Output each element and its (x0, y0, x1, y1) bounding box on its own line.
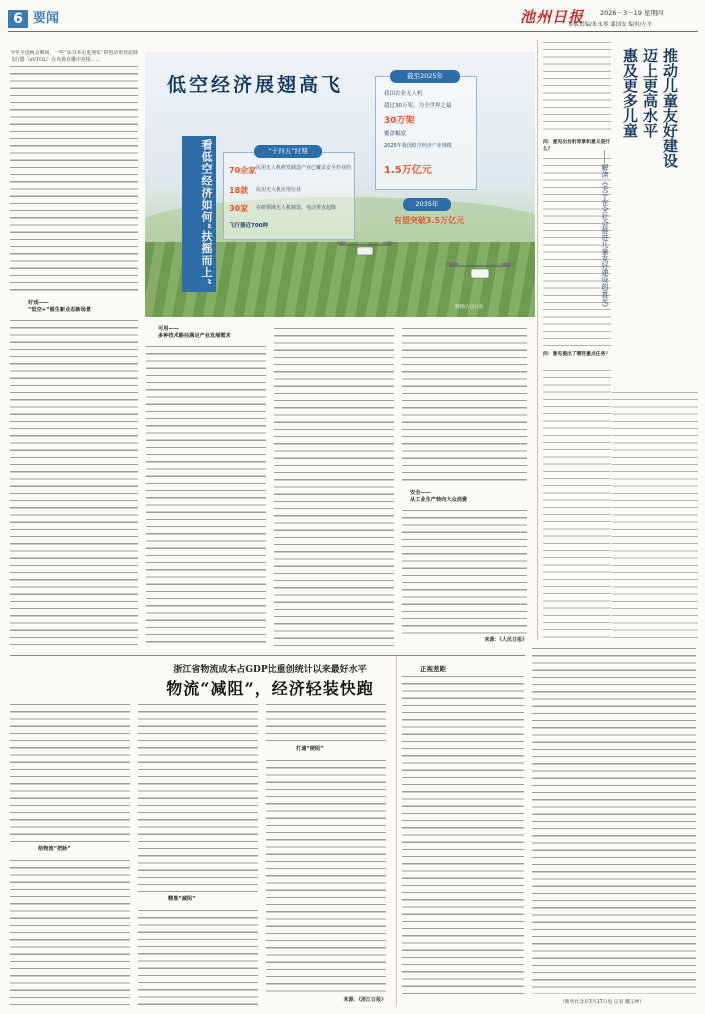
logistics-body-3 (138, 702, 258, 892)
gap-article-byline: （新华社北京3月17日电 记者 魏玉坤） (560, 1000, 645, 1005)
plan-badge: “十四五”时期 (254, 145, 322, 158)
logistics-subhead-3: 打通“梗阻” (296, 746, 324, 752)
column-divider (537, 40, 538, 640)
header-rule (8, 31, 698, 32)
logistics-headline: 物流“减阻”，经济轻装快跑 (166, 679, 374, 698)
year-item-2: 超过30万架，为全世界之最 (384, 103, 452, 109)
logistics-col-3 (266, 702, 386, 1007)
main-article-body (10, 64, 138, 296)
page-header (0, 0, 705, 34)
plan-panel (223, 147, 355, 240)
year-value-scale: 1.5万亿元 (384, 165, 432, 176)
plan-item-3: 在研领域无人机制造、电动垂直起降 (256, 205, 337, 211)
logistics-kicker: 浙江省物流成本占GDP比重创统计以来最好水平 (173, 665, 367, 675)
year-badge: 截至2025年 (390, 70, 460, 83)
logistics-col-2 (138, 702, 258, 1007)
infographic (145, 52, 535, 317)
main-article-byline: 来源：《人民日报》 (484, 637, 527, 643)
section-name: 要闻 (33, 11, 60, 26)
gap-article-body-1 (402, 674, 524, 999)
plan-item-1: 民用无人机研发制造产业已覆盖安全作业的 (256, 165, 352, 171)
sidebar-body-a (543, 40, 611, 135)
main-subhead-3-title: 从工业生产转向大众消费 (410, 497, 468, 503)
main-subhead-1 (28, 300, 91, 314)
masthead-logo: 池州日报 (520, 8, 585, 26)
logistics-body-5 (266, 702, 386, 742)
year-panel (375, 72, 477, 190)
main-article-body-6 (402, 508, 527, 634)
target-text: 有望突破3.5万亿元 (393, 216, 465, 225)
year-value-30wan: 30万架 (384, 116, 415, 126)
main-subhead-2-label: 可用—— (158, 326, 179, 332)
logistics-subhead-2: 精准“减阻” (168, 896, 196, 902)
section-divider (10, 655, 525, 656)
plan-value-70: 70余家 (229, 166, 257, 175)
main-article-col-3 (274, 326, 394, 648)
sidebar-title-line-3: 惠及更多儿童 (621, 48, 639, 138)
sidebar-right-body (612, 390, 698, 640)
drone-graphic-1 (335, 237, 395, 267)
main-article-body-4 (274, 326, 394, 648)
main-subhead-1-label: 好戏—— (28, 300, 49, 306)
main-article-body-5 (402, 326, 527, 486)
plan-value-30: 30家 (229, 204, 249, 213)
main-subhead-3-label: 安全—— (410, 490, 431, 496)
logistics-body-2 (10, 858, 130, 1007)
main-article-body-3 (146, 344, 266, 646)
sidebar-title-line-1: 推动儿童友好建设 (661, 48, 679, 168)
main-article-body-2 (10, 318, 138, 648)
logistics-subhead-1: 给物流“把脉” (38, 846, 71, 852)
page-number: 6 (13, 11, 23, 27)
sidebar-title-line-2: 迈上更高水平 (641, 48, 659, 138)
gap-article-title: 正视差距 (420, 665, 446, 673)
main-subhead-2-title: 多种技术路径满足产业发展需求 (158, 333, 231, 339)
logistics-body-1 (10, 702, 130, 842)
main-article-col-2 (146, 326, 266, 648)
main-article-intro: 今年全国两会期间，一些“从书本走进现实”的电动垂直起降飞行器（eVTOL）在央视直播中亮相…… (10, 50, 138, 64)
logistics-col-1 (10, 702, 130, 1007)
year-item-3: 覆盖幅度 (384, 131, 407, 137)
logistics-byline: 来源：《浙江日报》 (343, 997, 386, 1003)
logistics-body-4 (138, 908, 258, 1007)
drone-graphic-2 (445, 257, 515, 291)
editor-credit: 本版责编/朱永琴 漆国安 编审/左平 (568, 22, 653, 28)
plan-item-2: 民用无人机应用行业 (256, 187, 302, 193)
target-badge: 2035年 (403, 198, 451, 211)
plan-item-4: 飞行器近700种 (229, 223, 268, 229)
gap-article-body-2 (532, 646, 696, 994)
main-subhead-2 (158, 326, 231, 340)
sidebar-body-c (543, 368, 611, 640)
sidebar-qa-1: 问：意见出台的背景和意义是什么？ (543, 140, 611, 152)
column-divider-2 (396, 656, 397, 1006)
infographic-title: 低空经济展翅高飞 (167, 74, 344, 96)
year-item-1: 我国农业无人机 (384, 91, 423, 97)
side-caption: 看低空经济如何“扶摇而上” (182, 136, 216, 292)
sidebar-qa-2: 问：意见提出了哪些重点任务？ (543, 352, 611, 357)
sidebar-title (620, 48, 680, 378)
photo-credit: 制图/人民日报 (455, 305, 484, 310)
logistics-body-6 (266, 758, 386, 994)
issue-date: 2026－3－19 星期四 (600, 9, 664, 17)
sidebar-body-d (612, 390, 698, 640)
main-subhead-1-title: “低空+”催生新业态新场景 (28, 307, 92, 313)
main-article-left-col (10, 50, 138, 650)
year-item-4: 2025年我国低空经济产业规模 (384, 143, 452, 149)
plan-value-18: 18款 (229, 186, 249, 195)
page-number-box (8, 10, 28, 28)
sidebar-subtitle: ——解读《关于在全社会推进儿童友好建设的意见》 (601, 150, 609, 311)
main-article-col-4 (402, 326, 527, 648)
main-subhead-3 (410, 490, 467, 504)
